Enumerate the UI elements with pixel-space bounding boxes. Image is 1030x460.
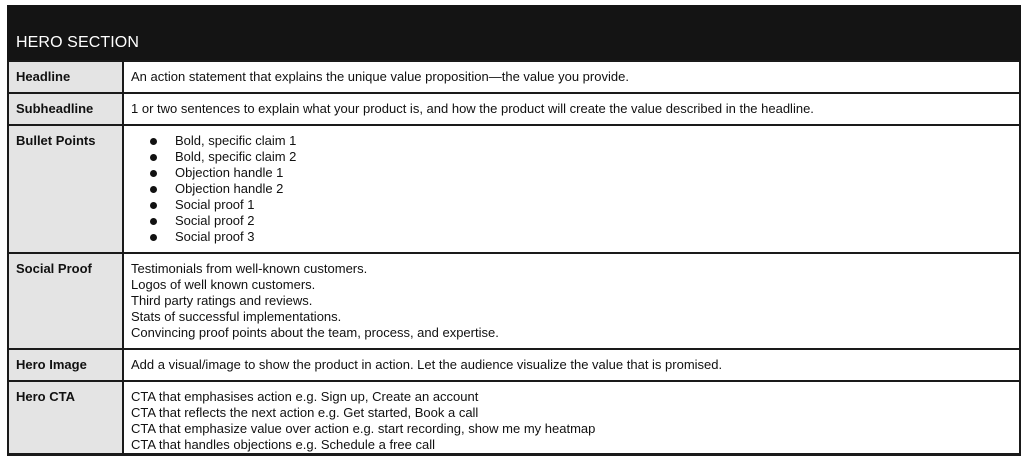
table-row-hero-cta <box>9 380 1019 456</box>
bullet-item <box>150 197 296 213</box>
row-content-cell <box>124 126 1019 252</box>
content-line: Testimonials from well-known customers. <box>131 261 368 276</box>
row-label: Hero Image <box>16 357 87 372</box>
bullet-text: Objection handle 2 <box>175 181 284 196</box>
row-content-cell <box>124 350 1019 380</box>
row-label: Hero CTA <box>16 389 75 404</box>
bullet-item <box>150 213 296 229</box>
content-line: CTA that handles objections e.g. Schedule a free call <box>131 437 436 452</box>
table-row-headline <box>9 60 1019 92</box>
bullet-icon <box>150 154 157 161</box>
bullet-item <box>150 133 296 149</box>
bullet-item <box>150 149 296 165</box>
row-content <box>131 357 722 373</box>
table-bottom-border <box>7 453 1021 456</box>
hero-section-table <box>7 5 1021 456</box>
bullet-icon <box>150 218 157 225</box>
row-content <box>131 261 499 341</box>
content-line: Logos of well known customers. <box>131 277 316 292</box>
content-line: An action statement that explains the unique value proposition—the value you provide. <box>131 69 629 84</box>
bullet-text: Social proof 3 <box>175 229 255 244</box>
row-label: Social Proof <box>16 261 92 276</box>
content-line: CTA that emphasize value over action e.g. start recording, show me my heatmap <box>131 421 596 436</box>
table-row-social-proof <box>9 252 1019 348</box>
content-line: CTA that reflects the next action e.g. Get started, Book a call <box>131 405 479 420</box>
row-label-cell <box>9 62 124 92</box>
content-line: Third party ratings and reviews. <box>131 293 313 308</box>
row-content-cell <box>124 94 1019 124</box>
row-content <box>131 69 629 85</box>
bullet-list <box>150 133 296 245</box>
bullet-item <box>150 181 296 197</box>
row-label-cell <box>9 94 124 124</box>
bullet-icon <box>150 234 157 241</box>
bullet-text: Social proof 1 <box>175 197 255 212</box>
content-line: Stats of successful implementations. <box>131 309 342 324</box>
bullet-item <box>150 229 296 245</box>
content-line: Add a visual/image to show the product in action. Let the audience visualize the value that is promised. <box>131 357 723 372</box>
bullet-icon <box>150 186 157 193</box>
row-label-cell <box>9 382 124 456</box>
table-title: HERO SECTION <box>16 34 139 51</box>
bullet-text: Objection handle 1 <box>175 165 284 180</box>
row-content-cell <box>124 382 1019 456</box>
table-row-subheadline <box>9 92 1019 124</box>
bullet-icon <box>150 202 157 209</box>
row-label: Bullet Points <box>16 133 96 148</box>
content-line: 1 or two sentences to explain what your product is, and how the product will create the value described in the headline. <box>131 101 814 116</box>
content-line: Convincing proof points about the team, process, and expertise. <box>131 325 499 340</box>
bullet-text: Bold, specific claim 1 <box>175 133 297 148</box>
row-content-cell <box>124 254 1019 348</box>
row-label-cell <box>9 126 124 252</box>
row-content <box>131 101 814 117</box>
table-row-bullet-points <box>9 124 1019 252</box>
content-line: CTA that emphasises action e.g. Sign up, Create an account <box>131 389 479 404</box>
row-label: Subheadline <box>16 101 94 116</box>
bullet-item <box>150 165 296 181</box>
bullet-text: Bold, specific claim 2 <box>175 149 297 164</box>
row-label: Headline <box>16 69 71 84</box>
row-content-cell <box>124 62 1019 92</box>
bullet-text: Social proof 2 <box>175 213 255 228</box>
row-label-cell <box>9 254 124 348</box>
row-label-cell <box>9 350 124 380</box>
row-content <box>131 389 595 453</box>
bullet-icon <box>150 170 157 177</box>
table-row-hero-image <box>9 348 1019 380</box>
table-title-bar <box>7 5 1021 60</box>
bullet-icon <box>150 138 157 145</box>
